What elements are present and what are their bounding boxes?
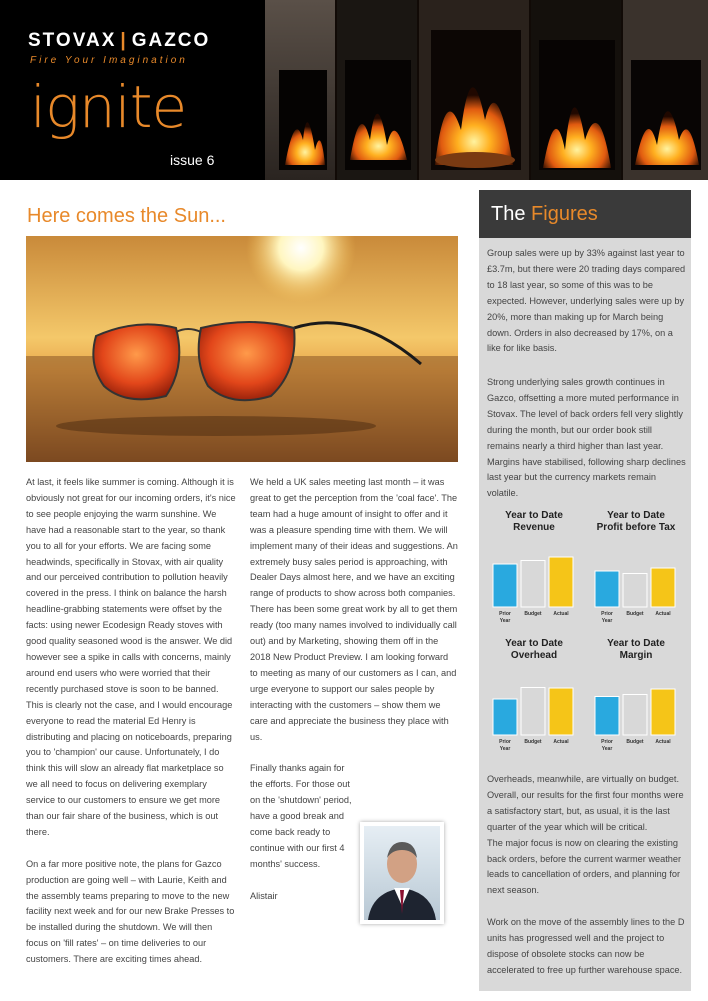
chart-title: Margin [619,650,653,661]
chart-tick-label: Year [601,746,613,752]
chart-bar [595,571,619,607]
signature: Alistair [250,890,278,901]
chart-tick-label: Actual [553,739,569,745]
chart-tick-label: Budget [524,739,542,745]
chart-tick-label: Year [499,746,511,752]
chart-bar [521,561,545,608]
chart-bar [549,688,573,735]
logo-separator: | [120,30,128,51]
figures-closing [487,772,687,995]
article-column-1 [26,475,236,984]
chart-title: Year to Date [607,638,665,649]
chart-tick-label: Actual [655,611,671,617]
newsletter-title: ignite [30,73,187,141]
chart-bar [651,568,675,607]
chart-bar [595,697,619,736]
chart-bar [623,695,647,736]
kpi-charts [483,505,687,760]
author-photo [364,826,440,920]
gazco-logo-text: GAZCO [131,30,211,51]
chart-bar [521,688,545,736]
article-paragraph: At last, it feels like summer is coming. Although it is obviously not great for our incoming orders, it's nice to see people enjoying the warm sunshine. We have had a reasonable start to the year, so thank you to all for your efforts. We are facing some headwinds, specifically in Stovax, with air quality and our perceived contribution to pollution heavily covered in the press. I think on balance the harsh headline-grabbing statements were offset by the facts: using newer Ecodesign Ready stoves with good quality seasoned wood is the answer. We did however see a spike in calls with concerns, mainly around end users who were worried that their recently purchased stove is soon to be banned. This is clearly not the case, and I would encourage everyone to read the material Ed Henry is distributing and placing on noticeboards, preparing you to 'champion' our cause. Unfortunately, I do think this will slow an already flat marketplace so we all need to focus on delivering exemplary service to our customers to ensure we get more than our fair share of the business, which is out there. [26,477,236,837]
stovax-logo-text: STOVAX [28,30,117,51]
article-paragraph: We held a UK sales meeting last month – it was great to get the perception from the 'coal face'. The team had a huge amount of insight to offer and it was a pleasure spending time with them. We will implement many of their ideas and suggestions. An extremely busy sales period is approaching, with Dealer Days almost here, and we have an exciting range of products to show across both companies. There has been some great work by all to get them ready (too many names involved to individually call out) and by Marketing, showing them off in the 2018 New Product Preview. I am looking forward to meeting as many of our customers as I can, and urge everyone to support our sales people by interacting with the customers – show them we care and appreciate the business they place with us. [250,477,458,742]
chart-tick-label: Actual [655,739,671,745]
figures-paragraph: The major focus is now on clearing the existing back orders, before the current warmer weather leads to cancellation of orders, and planning for next season. [487,837,682,896]
sidebar-title [479,190,691,238]
chart-bar [493,699,517,735]
tagline: Fire Your Imagination [30,55,188,66]
chart-tick-label: Prior [499,739,511,745]
chart-tick-label: Year [499,618,511,624]
chart-title: Year to Date [607,510,665,521]
chart-title: Year to Date [505,510,563,521]
figures-paragraph: Group sales were up by 33% against last year to £3.7m, but there were 20 trading days compared to 18 last year, so some of this was to be expected. However, underlying sales were up by 20%, more than making up for March being down. Orders in also decreased by 17%, on a like for like basis. [487,248,686,354]
chart-tick-label: Budget [626,739,644,745]
chart-bar [493,564,517,607]
fireplace-photo-strip [265,0,708,180]
chart-tick-label: Budget [626,611,644,617]
brand-logo [28,30,210,52]
chart-title: Revenue [513,522,555,533]
figures-paragraph: Overheads, meanwhile, are virtually on budget. Overall, our results for the first four months were a satisfactory start, but, as usual, it is the last quarter of the year which will be critical. [487,774,684,832]
masthead [0,0,708,180]
chart-bar [623,574,647,608]
article-paragraph: On a far more positive note, the plans for Gazco production are going well – with Laurie, Keith and the assembly teams preparing to move to the new facility next week and for our new Brake Presses to be installed during the shutdown. We will then focus on 'fill rates' – on time deliveries to our customers. There are exciting times ahead. [26,858,235,965]
author-portrait [360,822,444,924]
chart-title: Year to Date [505,638,563,649]
chart-bar [651,689,675,735]
chart-tick-label: Prior [601,739,613,745]
sunglasses-beach-photo [26,236,458,462]
article-paragraph: Finally thanks again for the efforts. For those out on the 'shutdown' period, have a good break and come back ready to continue with our first 4 months' success. [250,763,352,869]
article-title: Here comes the Sun... [27,205,226,227]
issue-number: issue 6 [170,152,215,168]
chart-title: Overhead [510,650,558,661]
sidebar-title-plain: The [491,203,532,225]
chart-title: Profit before Tax [596,522,676,533]
chart-bar [549,557,573,607]
chart-tick-label: Prior [499,611,511,617]
figures-paragraph: Strong underlying sales growth continues in Gazco, offsetting a more muted performance in Stovax. The level of back orders fell very slightly during the month, but our order book still remains nearly a third higher than last year. Margins have stabilised, following sharp declines last year but the currency markets remain volatile. [487,377,686,499]
chart-tick-label: Actual [553,611,569,617]
figures-paragraph: Work on the move of the assembly lines to the D units has progressed well and the project to dispose of obsolete stocks can now be accelerated to free up further warehouse space. [487,917,685,975]
sidebar-title-highlight: Figures [531,203,598,225]
chart-tick-label: Budget [524,611,542,617]
chart-tick-label: Year [601,618,613,624]
figures-sidebar [479,190,691,991]
chart-tick-label: Prior [601,611,613,617]
